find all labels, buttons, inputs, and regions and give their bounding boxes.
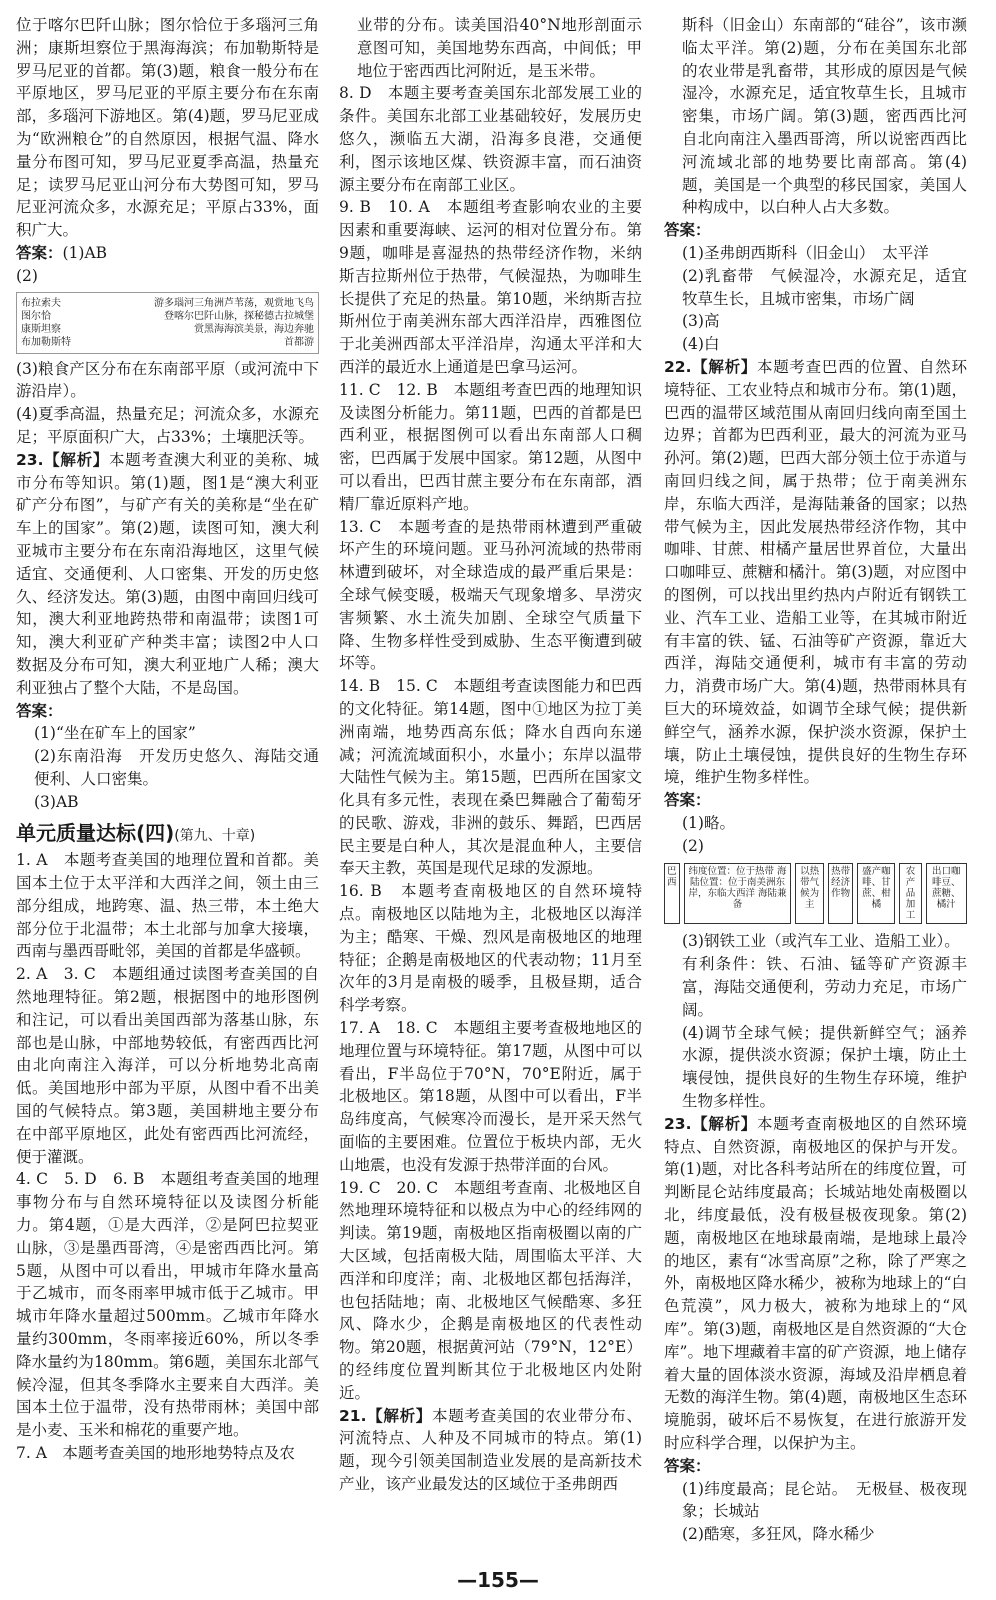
diagram-left-label: 布拉索夫 bbox=[21, 297, 61, 309]
answer-line: (1)纬度最高；昆仑站。 无极昼、极夜现象；长城站 bbox=[682, 1479, 967, 1521]
column-middle bbox=[339, 14, 642, 1496]
flow-box: 盛产咖啡、甘蔗、柑橘 bbox=[857, 863, 895, 924]
question-19-20: 19. C 20. C 本题组考查南、北极地区自然地理环境特征和以极点为中心的经纬网的判读。第19题，南极地区指南极圈以南的广大区域，包括南极大陆，周围临太平洋、大西洋和印度洋；南、北极地区都包括海洋，也包括陆地；南、北极地区气候酷寒、多狂风、降水少，企鹅是南极地区的代表性动物。第20题，根据黄河站（79°N，12°E）的经纬度位置判断其位于北极地区内处附近。 bbox=[339, 1178, 642, 1402]
answer-line: (4)调节全球气候；提供新鲜空气；涵养水源，提供淡水资源；保护土壤，防止土壤侵蚀，提供良好的生物生存环境，维护生物多样性。 bbox=[682, 1023, 967, 1111]
question-22 bbox=[664, 356, 967, 789]
diagram-left-label: 图尔恰 bbox=[21, 310, 51, 322]
analysis-tag: 【解析】 bbox=[43, 449, 109, 469]
question-16: 16. B 本题考查南极地区的自然环境特点。南极地区以陆地为主，北极地区以海洋为主；酷寒、干燥、烈风是南极地区的地理特征；企鹅是南极地区的代表动物；11月至次年的3月是南极的暖季，且极昼期，适合科学考察。 bbox=[339, 882, 642, 1015]
column-left bbox=[16, 14, 319, 1465]
answer-line: (1)略。 bbox=[682, 813, 735, 832]
diagram-right-label: 首都游 bbox=[284, 336, 314, 348]
diagram-right-label: 登喀尔巴阡山脉，探秘德古拉城堡 bbox=[164, 310, 314, 322]
analysis-tag: 【解析】 bbox=[366, 1405, 432, 1425]
question-23 bbox=[664, 1113, 967, 1455]
paragraph: 业带的分布。读美国沿40°N地形剖面示意图可知，美国地势东西高，中间低；甲地位于密西西比河附近，是玉米带。 bbox=[357, 16, 642, 80]
question-2-3: 2. A 3. C 本题组通过读图考查美国的自然地理特征。第2题，根据图中的地形图例和注记，可以看出美国西部为落基山脉，东部也是山脉，中部地势较低，有密西西比河由北向南注入海洋，可以分析地势北高南低。美国地形中部为平原，从图中看不出美国的气候特点。第3题，美国耕地主要分布在中部平原地区，此处有密西西比河流经，便于灌溉。 bbox=[16, 965, 319, 1166]
question-21 bbox=[339, 1405, 642, 1496]
answer-line: (4)夏季高温，热量充足；河流众多，水源充足；平原面积广大，占33%；土壤肥沃等。 bbox=[16, 405, 319, 446]
answer-line: (2) bbox=[16, 266, 38, 285]
question-17-18: 17. A 18. C 本题组主要考查极地地区的地理位置与环境特征。第17题，从图中可以看出，F半岛位于70°N，70°E附近，属于北极地区。第18题，从图中可以看出，F半岛纬度高，气候寒冷而漫长，是开采天然气面临的主要困难。位置位于板块内部，无火山地震，也没有发源于热带洋面的台风。 bbox=[339, 1019, 642, 1174]
section-title-text: 单元质量达标(四) bbox=[16, 820, 175, 845]
answer-line: (2) bbox=[682, 836, 704, 855]
question-14-15: 14. B 15. C 本题组考查读图能力和巴西的文化特征。第14题，图中①地区为拉丁美洲南端，地势西高东低；降水自西向东递减；河流流域面积小，水量小；东岸以温带大陆性气候为主。第15题，巴西所在国家文化具有多元性，表现在桑巴舞融合了葡萄牙的民歌、游戏，非洲的鼓乐、舞蹈，巴西居民主要是白种人，其次是混血种人，主要信奉天主教，英国是现代足球的发源地。 bbox=[339, 677, 642, 878]
question-number: 21. bbox=[339, 1406, 367, 1425]
analysis-tag: 【解析】 bbox=[691, 356, 757, 376]
brazil-flow-diagram bbox=[664, 863, 967, 924]
question-23 bbox=[16, 449, 319, 700]
answer-line: (1)圣弗朗西斯科（旧金山） 太平洋 bbox=[682, 243, 929, 262]
section-title bbox=[16, 822, 319, 848]
answer-label: 答案： bbox=[16, 700, 63, 720]
question-4-6: 4. C 5. D 6. B 本题组考查美国的地理事物分布与自然环境特征以及读图分析能力。第4题，①是大西洋，②是阿巴拉契亚山脉，③是墨西哥湾，④是密西西比河。第5题，从图中可以看出，甲城市年降水量高于乙城市，而冬雨率甲城市低于乙城市。甲城市年降水量超过500mm。乙城市年降水量约300mm，冬雨率接近60%，所以冬季降水量约为180mm。第6题，美国东北部气候冷湿，但其冬季降水主要来自大西洋。美国本土位于温带，没有热带雨林；美国中部是小麦、玉米和棉花的重要产地。 bbox=[16, 1170, 319, 1440]
answer-line: 有利条件：铁、石油、锰等矿产资源丰富，海陆交通便利，劳动力充足，市场广阔。 bbox=[682, 955, 967, 1019]
flow-box: 纬度位置：位于热带 海陆位置：位于南美洲东岸，东临大西洋 海陆兼备 bbox=[684, 863, 792, 924]
column-right bbox=[664, 14, 967, 1546]
flow-box: 热带经济作物 bbox=[828, 863, 853, 924]
answer-line bbox=[16, 242, 319, 265]
question-1: 1. A 本题考查美国的地理位置和首都。美国本土位于太平洋和大西洋之间，领土由三部分组成，地跨寒、温、热三带，本土绝大部分位于北温带；本土北部与加拿大接壤，西南与墨西哥毗邻，美国的首都是华盛顿。 bbox=[16, 851, 319, 961]
paragraph: 位于喀尔巴阡山脉；图尔恰位于多瑙河三角洲；康斯坦察位于黑海海滨；布加勒斯特是罗马尼亚的首都。第(3)题，粮食一般分布在平原地区，罗马尼亚的平原主要分布在东南部，多瑙河下游地区。第(4)题，罗马尼亚成为“欧洲粮仓”的自然原因，根据气温、降水量分布图可知，罗马尼亚夏季高温，热量充足；读罗马尼亚山河分布大势图可知，罗马尼亚河流众多，水源充足；平原占33%，面积广大。 bbox=[16, 16, 319, 240]
diagram-left-label: 康斯坦察 bbox=[21, 323, 61, 335]
answer-line: (4)白 bbox=[682, 335, 720, 354]
question-7: 7. A 本题考查美国的地形地势特点及农 bbox=[16, 1444, 295, 1463]
question-number: 23. bbox=[16, 450, 44, 469]
answer-line: (3)AB bbox=[34, 792, 79, 811]
diagram-right-label: 赏黑海海滨美景，海边奔驰 bbox=[194, 323, 314, 335]
analysis-text: 本题考查澳大利亚的美称、城市分布等知识。第(1)题，图1是“澳大利亚矿产分布图”，与矿产有关的美称是“坐在矿车上的国家”。第(2)题，读图可知，澳大利亚城市主要分布在东南沿海地区，这里气候适宜、交通便利、人口密集、开发的历史悠久、经济发达。第(3)题，由图中南回归线可知，澳大利亚地跨热带和南温带；读图1可知，澳大利亚矿产种类丰富；读图2中人口数据及分布可知，澳大利亚地广人稀；澳大利亚独占了整个大陆，不是岛国。 bbox=[16, 450, 319, 697]
paragraph: 斯科（旧金山）东南部的“硅谷”，该市濒临太平洋。第(2)题，分布在美国东北部的农业带是乳畜带，其形成的原因是气候湿冷，水源充足，适宜牧草生长，且城市密集，市场广阔。第(3)题，密西西比河自北向南注入墨西哥湾，所以说密西西比河流域北部的地势要比南部高。第(4)题，美国是一个典型的移民国家，美国人种构成中，以白种人占大多数。 bbox=[682, 16, 967, 217]
question-8: 8. D 本题主要考查美国东北部发展工业的条件。美国东北部工业基础较好，发展历史悠久，濒临五大湖，沿海多良港，交通便利，图示该地区煤、铁资源丰富，而石油资源主要分布在南部工业区。 bbox=[339, 84, 642, 194]
answer-text: (1)AB bbox=[62, 243, 108, 262]
answer-line: (1)“坐在矿车上的国家” bbox=[34, 724, 196, 743]
answer-line: (3)钢铁工业（或汽车工业、造船工业）。 bbox=[682, 932, 960, 951]
section-subtitle: (第九、十章) bbox=[174, 827, 256, 844]
analysis-text: 本题考查南极地区的自然环境特点、自然资源，南极地区的保护与开发。第(1)题，对比各科考站所在的纬度位置，可判断昆仑站纬度最高；长城站地处南极圈以北，纬度最低，没有极昼极夜现象。第(2)题，南极地区在地球最南端，是地球上最冷的地区，素有“冰雪高原”之称，除了严寒之外，南极地区降水稀少，被称为地球上的“白色荒漠”，风力极大，被称为地球上的“风库”。第(3)题，南极地区是自然资源的“大仓库”。地下埋藏着丰富的矿产资源，地上储存着大量的固体淡水资源，海域及沿岸栖息着无数的海洋生物。第(4)题，南极地区生态环境脆弱，破坏后不易恢复，在进行旅游开发时应科学合理，以保护为主。 bbox=[664, 1114, 967, 1453]
diagram-left-label: 布加勒斯特 bbox=[21, 336, 71, 348]
answer-line: (3)粮食产区分布在东南部平原（或河流中下游沿岸）。 bbox=[16, 359, 319, 401]
answer-label: 答案： bbox=[664, 220, 711, 240]
flow-box: 农产品加工 bbox=[899, 863, 921, 924]
answer-line: (2)酷寒，多狂风，降水稀少 bbox=[682, 1525, 875, 1544]
analysis-text: 本题考查巴西的位置、自然环境特征、工农业特点和城市分布。第(1)题，巴西的温带区域范围从南回归线向南至国土边界；首都为巴西利亚，最大的河流为亚马孙河。第(2)题，巴西大部分领土位于赤道与南回归线之间，属于热带；位于南美洲东岸，东临大西洋，是海陆兼备的国家；以热带气候为主，因此发展热带经济作物，其中咖啡、甘蔗、柑橘产量居世界首位，大量出口咖啡豆、蔗糖和橘汁。第(3)题，对应图中的图例，可以找出里约热内卢附近有钢铁工业、汽车工业、造船工业等，在其城市附近有丰富的铁、锰、石油等矿产资源，靠近大西洋，海陆交通便利，城市有丰富的劳动力，消费市场广大。第(4)题，热带雨林具有巨大的环境效益，如调节全球气候；提供新鲜空气，涵养水源，保护淡水资源，保护土壤，防止土壤侵蚀，提供良好的生物生存环境，维护生物多样性。 bbox=[664, 357, 967, 787]
romania-route-diagram bbox=[16, 292, 319, 354]
question-9-10: 9. B 10. A 本题组考查影响农业的主要因素和重要海峡、运河的相对位置分布。第9题，咖啡是喜湿热的热带经济作物，米纳斯吉拉斯州位于热带，气候湿热，为咖啡生长提供了充足的热量。第10题，米纳斯吉拉斯州位于南美洲东部大西洋沿岸，西雅图位于北美洲西部太平洋沿岸，沟通太平洋和大西洋的最近水上通道是巴拿马运河。 bbox=[339, 198, 642, 376]
flow-box: 巴西 bbox=[664, 863, 680, 924]
answer-label: 答案： bbox=[664, 790, 711, 810]
question-number: 23. bbox=[664, 1114, 692, 1133]
answer-line: (3)高 bbox=[682, 312, 720, 331]
answer-line: (2)乳畜带 气候湿冷，水源充足，适宜牧草生长，且城市密集，市场广阔 bbox=[682, 266, 967, 308]
analysis-tag: 【解析】 bbox=[691, 1113, 757, 1133]
question-number: 22. bbox=[664, 357, 692, 376]
question-13: 13. C 本题考查的是热带雨林遭到严重破坏产生的环境问题。亚马孙河流域的热带雨林遭到破坏，对全球造成的最严重后果是：全球气候变暖，极端天气现象增多、旱涝灾害频繁、水土流失加剧、全球空气质量下降、生物多样性受到威胁、生态平衡遭到破坏等。 bbox=[339, 517, 642, 673]
flow-box: 以热带气候为主 bbox=[795, 863, 824, 924]
question-11-12: 11. C 12. B 本题组考查巴西的地理知识及读图分析能力。第11题，巴西的首都是巴西利亚，根据图例可以看出东南部人口稠密，巴西属于发展中国家。第12题，从图中可以看出，巴西甘蔗主要分布在东南部，酒精厂靠近原料产地。 bbox=[339, 380, 642, 513]
answer-label: 答案： bbox=[664, 1455, 711, 1475]
flow-box: 出口咖啡豆、蔗糖、橘汁 bbox=[926, 863, 967, 924]
analysis-text: 本题考查美国的农业带分布、河流特点、人种及不同城市的特点。第(1)题，现今引领美国制造业发展的是高新技术产业，该产业最发达的区域位于圣弗朗西 bbox=[339, 1406, 642, 1493]
diagram-right-label: 游多瑙河三角洲芦苇荡，观赏地飞鸟 bbox=[154, 297, 314, 309]
answer-label: 答案： bbox=[16, 242, 63, 262]
answer-line: (2)东南沿海 开发历史悠久、海陆交通便利、人口密集。 bbox=[34, 747, 319, 788]
page-number: —155— bbox=[457, 1568, 539, 1592]
